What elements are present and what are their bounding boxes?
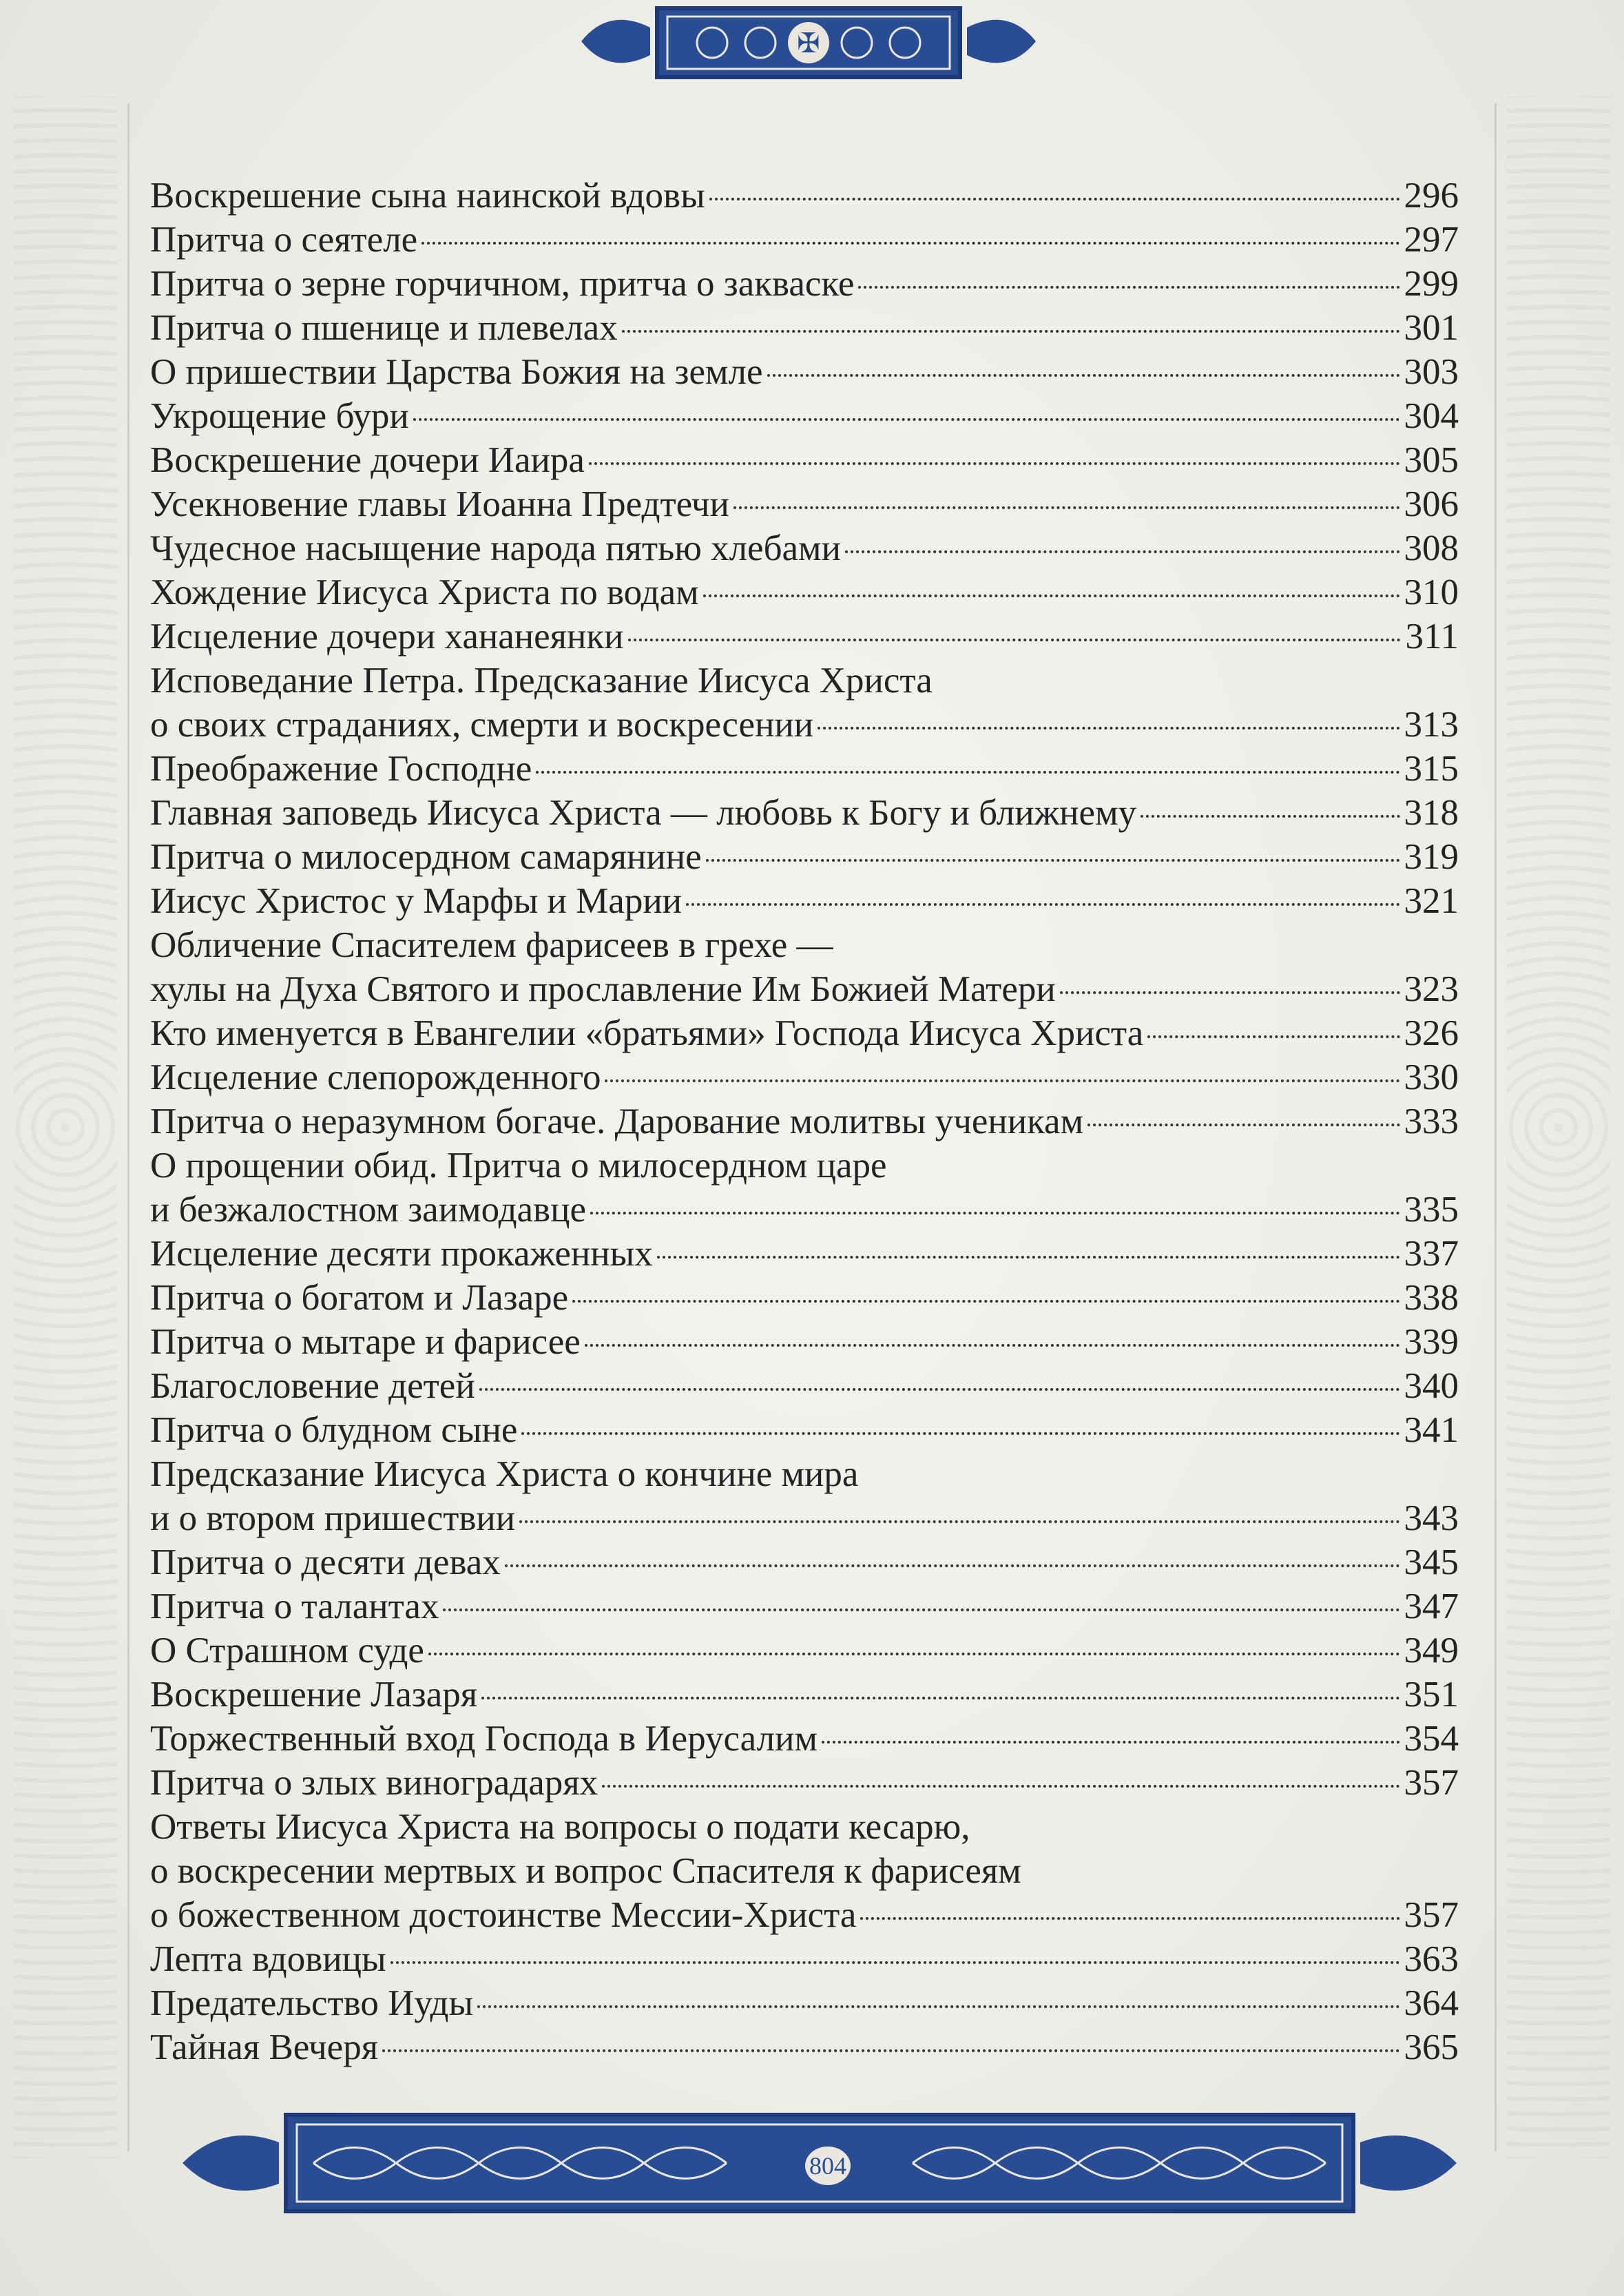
toc-leader-dots	[477, 2005, 1399, 2008]
toc-leader-dots	[1087, 1124, 1399, 1126]
toc-page-number: 338	[1404, 1278, 1459, 1318]
toc-page-number: 343	[1404, 1498, 1459, 1538]
toc-page-number: 304	[1404, 396, 1459, 436]
top-ornament	[568, 0, 1050, 93]
toc-leader-dots	[703, 594, 1400, 597]
toc-title: Хождение Иисуса Христа по водам	[150, 572, 699, 612]
toc-page-number: 323	[1404, 969, 1459, 1009]
toc-entry	[150, 923, 1459, 1011]
toc-entry	[150, 1099, 1459, 1144]
toc-line	[150, 1144, 1459, 1188]
toc-page-number: 335	[1404, 1190, 1459, 1230]
toc-entry	[150, 791, 1459, 835]
toc-line	[150, 659, 1459, 703]
toc-title: Притча о богатом и Лазаре	[150, 1278, 569, 1318]
toc-leader-dots	[1060, 991, 1400, 994]
toc-leader-dots	[733, 506, 1400, 509]
toc-line	[150, 1584, 1459, 1628]
toc-page-number: 326	[1404, 1013, 1459, 1053]
toc-leader-dots	[443, 1609, 1399, 1611]
toc-entry	[150, 2025, 1459, 2069]
toc-leader-dots	[657, 1256, 1400, 1259]
toc-leader-dots	[1141, 815, 1399, 818]
toc-line	[150, 923, 1459, 967]
toc-line	[150, 1276, 1459, 1320]
toc-title: О пришествии Царства Божия на земле	[150, 352, 763, 392]
toc-title: Преображение Господне	[150, 749, 532, 789]
toc-entry	[150, 614, 1459, 659]
toc-leader-dots	[860, 1917, 1399, 1920]
toc-entry	[150, 174, 1459, 218]
toc-title: Иисус Христос у Марфы и Марии	[150, 881, 683, 921]
toc-entry	[150, 1937, 1459, 1981]
toc-leader-dots	[767, 374, 1400, 377]
toc-leader-dots	[706, 859, 1400, 862]
toc-entry	[150, 1761, 1459, 1805]
toc-line	[150, 1937, 1459, 1981]
toc-title: Воскрешение сына наинской вдовы	[150, 176, 705, 216]
toc-page-number: 365	[1404, 2027, 1459, 2067]
toc-leader-dots	[421, 242, 1399, 245]
toc-leader-dots	[590, 1212, 1400, 1214]
toc-page-number: 364	[1404, 1983, 1459, 2023]
toc-leader-dots	[605, 1079, 1399, 1082]
toc-title: О Страшном суде	[150, 1631, 424, 1671]
toc-line	[150, 747, 1459, 791]
toc-leader-dots	[686, 903, 1399, 906]
toc-title: Притча о зерне горчичном, притча о закваске	[150, 264, 855, 304]
right-border-line	[1495, 103, 1497, 2151]
toc-title: Обличение Спасителем фарисеев в грехе —	[150, 925, 833, 965]
toc-line	[150, 306, 1459, 350]
toc-entry	[150, 1364, 1459, 1408]
toc-title: Притча о талантах	[150, 1586, 439, 1626]
toc-line	[150, 1364, 1459, 1408]
toc-entry	[150, 1717, 1459, 1761]
toc-leader-dots	[709, 198, 1400, 200]
toc-entry	[150, 1144, 1459, 1232]
toc-line	[150, 526, 1459, 570]
toc-title: Исцеление десяти прокаженных	[150, 1234, 653, 1274]
toc-page-number: 299	[1404, 264, 1459, 304]
toc-title: Притча о сеятеле	[150, 220, 418, 260]
toc-leader-dots	[822, 1741, 1399, 1744]
right-border-ornament	[1507, 96, 1610, 2158]
toc-line	[150, 1011, 1459, 1055]
toc-entry	[150, 1540, 1459, 1584]
toc-title: хулы на Духа Святого и прославление Им Божией Матери	[150, 969, 1056, 1009]
toc-entry	[150, 879, 1459, 923]
toc-line	[150, 1496, 1459, 1540]
toc-line	[150, 2025, 1459, 2069]
toc-line	[150, 174, 1459, 218]
left-border-ornament	[14, 96, 117, 2158]
toc-title: Притча о милосердном самарянине	[150, 837, 702, 877]
toc-entry	[150, 570, 1459, 614]
toc-page-number: 305	[1404, 440, 1459, 480]
toc-page-number: 319	[1404, 837, 1459, 877]
left-border-line	[127, 103, 129, 2151]
toc-entry	[150, 218, 1459, 262]
toc-leader-dots	[589, 462, 1400, 465]
toc-line	[150, 1673, 1459, 1717]
toc-page-number: 363	[1404, 1939, 1459, 1979]
toc-line	[150, 1761, 1459, 1805]
toc-title: о божественном достоинстве Мессии-Христа	[150, 1895, 857, 1935]
toc-line	[150, 438, 1459, 482]
toc-page-number: 330	[1404, 1057, 1459, 1097]
toc-leader-dots	[481, 1697, 1399, 1699]
toc-page-number: 354	[1404, 1719, 1459, 1759]
toc-line	[150, 1893, 1459, 1937]
toc-entry	[150, 1011, 1459, 1055]
toc-leader-dots	[391, 1961, 1400, 1964]
toc-line	[150, 879, 1459, 923]
toc-entry	[150, 306, 1459, 350]
toc-line	[150, 262, 1459, 306]
toc-leader-dots	[585, 1344, 1400, 1347]
toc-entry	[150, 526, 1459, 570]
toc-leader-dots	[521, 1432, 1399, 1435]
toc-title: о своих страданиях, смерти и воскресении	[150, 705, 814, 745]
toc-title: Притча о мытаре и фарисее	[150, 1322, 581, 1362]
toc-leader-dots	[519, 1520, 1399, 1523]
toc-entry	[150, 1276, 1459, 1320]
toc-leader-dots	[572, 1300, 1399, 1303]
toc-page-number: 321	[1404, 881, 1459, 921]
toc-entry	[150, 350, 1459, 394]
toc-entry	[150, 262, 1459, 306]
toc-line	[150, 835, 1459, 879]
toc-title: Лепта вдовицы	[150, 1939, 386, 1979]
toc-title: Усекновение главы Иоанна Предтечи	[150, 484, 729, 524]
toc-page-number: 345	[1404, 1542, 1459, 1582]
toc-line	[150, 1320, 1459, 1364]
toc-title: Кто именуется в Евангелии «братьями» Господа Иисуса Христа	[150, 1013, 1144, 1053]
toc-title: и о втором пришествии	[150, 1498, 516, 1538]
toc-line	[150, 570, 1459, 614]
toc-page-number: 296	[1404, 176, 1459, 216]
toc-line	[150, 1099, 1459, 1144]
toc-line	[150, 967, 1459, 1011]
toc-line	[150, 350, 1459, 394]
toc-title: Предсказание Иисуса Христа о кончине мира	[150, 1454, 859, 1494]
toc-leader-dots	[505, 1564, 1400, 1567]
toc-title: О прощении обид. Притча о милосердном царе	[150, 1146, 887, 1186]
toc-page-number: 357	[1404, 1763, 1459, 1803]
toc-line	[150, 791, 1459, 835]
table-of-contents	[150, 174, 1459, 2069]
toc-title: Главная заповедь Иисуса Христа — любовь к Богу и ближнему	[150, 793, 1137, 833]
toc-page-number: 297	[1404, 220, 1459, 260]
toc-title: Притча о неразумном богаче. Дарование молитвы ученикам	[150, 1102, 1084, 1141]
toc-entry	[150, 1805, 1459, 1937]
toc-page-number: 310	[1404, 572, 1459, 612]
toc-leader-dots	[382, 2049, 1399, 2052]
toc-page-number: 313	[1404, 705, 1459, 745]
toc-page-number: 337	[1404, 1234, 1459, 1274]
toc-line	[150, 1408, 1459, 1452]
toc-title: Благословение детей	[150, 1366, 475, 1406]
toc-leader-dots	[818, 727, 1399, 730]
toc-entry	[150, 482, 1459, 526]
toc-line	[150, 1849, 1459, 1893]
svg-text:✠: ✠	[797, 28, 820, 59]
page-number: 804	[803, 2144, 853, 2187]
toc-entry	[150, 1452, 1459, 1540]
toc-leader-dots	[628, 639, 1402, 641]
toc-entry	[150, 394, 1459, 438]
toc-entry	[150, 747, 1459, 791]
toc-title: Притча о пшенице и плевелах	[150, 308, 618, 348]
toc-leader-dots	[536, 771, 1399, 774]
toc-title: Чудесное насыщение народа пятью хлебами	[150, 528, 841, 568]
toc-page-number: 347	[1404, 1586, 1459, 1626]
toc-title: Притча о блудном сыне	[150, 1410, 518, 1450]
toc-entry	[150, 1584, 1459, 1628]
toc-entry	[150, 438, 1459, 482]
toc-title: о воскресении мертвых и вопрос Спасителя к фарисеям	[150, 1851, 1021, 1891]
toc-entry	[150, 1232, 1459, 1276]
toc-page-number: 306	[1404, 484, 1459, 524]
toc-title: Воскрешение дочери Иаира	[150, 440, 585, 480]
toc-leader-dots	[602, 1785, 1399, 1788]
toc-line	[150, 1805, 1459, 1849]
toc-line	[150, 218, 1459, 262]
toc-line	[150, 1540, 1459, 1584]
toc-title: Укрощение бури	[150, 396, 409, 436]
toc-entry	[150, 1673, 1459, 1717]
toc-line	[150, 1055, 1459, 1099]
toc-line	[150, 1628, 1459, 1673]
toc-page-number: 333	[1404, 1102, 1459, 1141]
toc-page-number: 339	[1404, 1322, 1459, 1362]
toc-title: Исцеление слепорожденного	[150, 1057, 601, 1097]
toc-title: Тайная Вечеря	[150, 2027, 379, 2067]
toc-title: и безжалостном заимодавце	[150, 1190, 586, 1230]
toc-leader-dots	[622, 330, 1400, 333]
toc-leader-dots	[845, 550, 1400, 553]
toc-entry	[150, 1628, 1459, 1673]
toc-entry	[150, 1320, 1459, 1364]
toc-title: Исцеление дочери хананеянки	[150, 617, 624, 656]
toc-line	[150, 1188, 1459, 1232]
toc-title: Предательство Иуды	[150, 1983, 474, 2023]
toc-leader-dots	[479, 1388, 1400, 1391]
toc-line	[150, 1452, 1459, 1496]
toc-leader-dots	[1147, 1035, 1399, 1038]
toc-title: Притча о десяти девах	[150, 1542, 501, 1582]
toc-line	[150, 703, 1459, 747]
toc-line	[150, 1232, 1459, 1276]
toc-entry	[150, 1055, 1459, 1099]
toc-page-number: 315	[1404, 749, 1459, 789]
toc-page-number: 308	[1404, 528, 1459, 568]
toc-page-number: 349	[1404, 1631, 1459, 1671]
toc-leader-dots	[858, 286, 1399, 289]
toc-page-number: 340	[1404, 1366, 1459, 1406]
toc-entry	[150, 659, 1459, 747]
toc-line	[150, 482, 1459, 526]
toc-page-number: 318	[1404, 793, 1459, 833]
toc-line	[150, 1981, 1459, 2025]
toc-page-number: 303	[1404, 352, 1459, 392]
toc-entry	[150, 835, 1459, 879]
toc-title: Притча о злых виноградарях	[150, 1763, 598, 1803]
toc-line	[150, 394, 1459, 438]
toc-line	[150, 614, 1459, 659]
toc-page-number: 311	[1405, 617, 1459, 656]
toc-leader-dots	[428, 1653, 1400, 1655]
toc-title: Торжественный вход Господа в Иерусалим	[150, 1719, 818, 1759]
toc-title: Воскрешение Лазаря	[150, 1675, 478, 1715]
toc-page-number: 301	[1404, 308, 1459, 348]
toc-page-number: 351	[1404, 1675, 1459, 1715]
toc-line	[150, 1717, 1459, 1761]
toc-entry	[150, 1408, 1459, 1452]
toc-page-number: 357	[1404, 1895, 1459, 1935]
toc-entry	[150, 1981, 1459, 2025]
toc-page-number: 341	[1404, 1410, 1459, 1450]
toc-title: Исповедание Петра. Предсказание Иисуса Христа	[150, 661, 933, 701]
toc-title: Ответы Иисуса Христа на вопросы о подати кесарю,	[150, 1807, 970, 1847]
toc-leader-dots	[413, 418, 1400, 421]
